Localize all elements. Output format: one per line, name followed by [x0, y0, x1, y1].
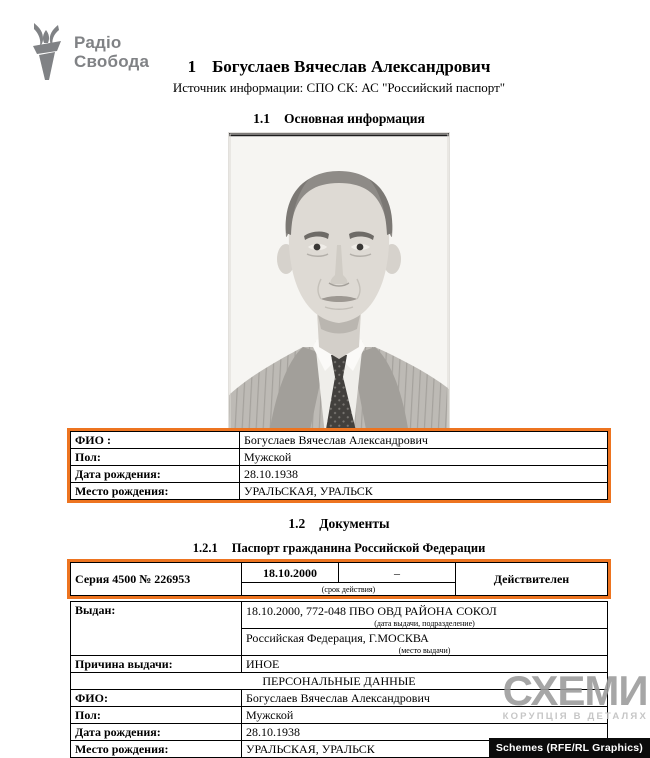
title-text: Богуслаев Вячеслав Александрович	[212, 57, 491, 76]
issue-caption: (дата выдачи, подразделение)	[374, 619, 475, 628]
field-value: Мужской	[240, 449, 608, 466]
field-label: Пол:	[71, 449, 240, 466]
field-label: Дата рождения:	[71, 724, 242, 741]
field-label: Место рождения:	[71, 741, 242, 758]
passport-status: Действителен	[456, 563, 608, 596]
table-row	[71, 707, 608, 724]
field-value	[242, 602, 608, 629]
table-row	[71, 432, 608, 449]
field-label: Причина выдачи:	[71, 656, 242, 673]
field-label: Выдан:	[71, 602, 242, 656]
section-passport	[70, 541, 608, 555]
orange-highlight-passport-header	[67, 559, 611, 599]
passport-details-table	[70, 601, 608, 758]
table-row	[71, 656, 608, 673]
issue-place: Российская Федерация, Г.МОСКВА	[246, 631, 429, 645]
field-value: Богуслаев Вячеслав Александрович	[242, 690, 608, 707]
personal-data-header: ПЕРСОНАЛЬНЫЕ ДАННЫЕ	[71, 673, 608, 690]
torch-icon	[28, 22, 66, 82]
document-body	[70, 0, 608, 758]
field-label: ФИО:	[71, 690, 242, 707]
field-value: УРАЛЬСКАЯ, УРАЛЬСК	[242, 741, 608, 758]
title-number: 1	[187, 57, 197, 76]
watermark-tagline: КОРУПЦІЯ В ДЕТАЛЯХ	[502, 711, 648, 722]
section-basic-info	[70, 111, 608, 126]
section-documents-number: 1.2	[288, 516, 306, 531]
orange-highlight-basic-info	[67, 428, 611, 503]
source-line: Источник информации: СПО СК: АС "Российский паспорт"	[172, 80, 506, 95]
table-row	[71, 483, 608, 500]
basic-info-table	[70, 431, 608, 500]
logo-line1: Радіо	[74, 33, 122, 52]
field-label: Дата рождения:	[71, 466, 240, 483]
issue-info: 18.10.2000, 772-048 ПВО ОВД РАЙОНА СОКОЛ	[246, 604, 497, 618]
table-row	[71, 673, 608, 690]
field-value: Мужской	[242, 707, 608, 724]
section-documents-title: Документы	[319, 516, 390, 531]
section-passport-number: 1.2.1	[192, 541, 218, 555]
table-row	[71, 690, 608, 707]
watermark-title: СХЕМИ	[502, 667, 648, 714]
passport-series: Серия 4500 № 226953	[71, 563, 242, 596]
credit-badge: Schemes (RFE/RL Graphics)	[489, 738, 650, 758]
field-value	[242, 629, 608, 656]
section-documents	[70, 516, 608, 531]
table-row	[71, 563, 608, 583]
field-label: Место рождения:	[71, 483, 240, 500]
section-basic-title: Основная информация	[284, 111, 425, 126]
table-row	[71, 449, 608, 466]
field-value: 28.10.1938	[242, 724, 608, 741]
table-row	[71, 466, 608, 483]
table-row	[71, 602, 608, 629]
section-basic-number: 1.1	[253, 111, 270, 126]
field-value: ИНОЕ	[242, 656, 608, 673]
page-title	[70, 0, 608, 77]
passport-header-table	[70, 562, 608, 596]
field-label: ФИО :	[71, 432, 240, 449]
passport-issue-date: 18.10.2000	[242, 563, 339, 583]
logo-line2: Свобода	[74, 52, 150, 71]
field-value: Богуслаев Вячеслав Александрович	[240, 432, 608, 449]
passport-expiry: –	[339, 563, 456, 583]
section-passport-title: Паспорт гражданина Российской Федерации	[231, 541, 486, 555]
field-value: 28.10.1938	[240, 466, 608, 483]
portrait-photo	[229, 133, 449, 435]
issue-place-caption: (место выдачи)	[398, 646, 451, 655]
validity-caption: (срок действия)	[321, 584, 376, 594]
field-label: Пол:	[71, 707, 242, 724]
field-value: УРАЛЬСКАЯ, УРАЛЬСК	[240, 483, 608, 500]
